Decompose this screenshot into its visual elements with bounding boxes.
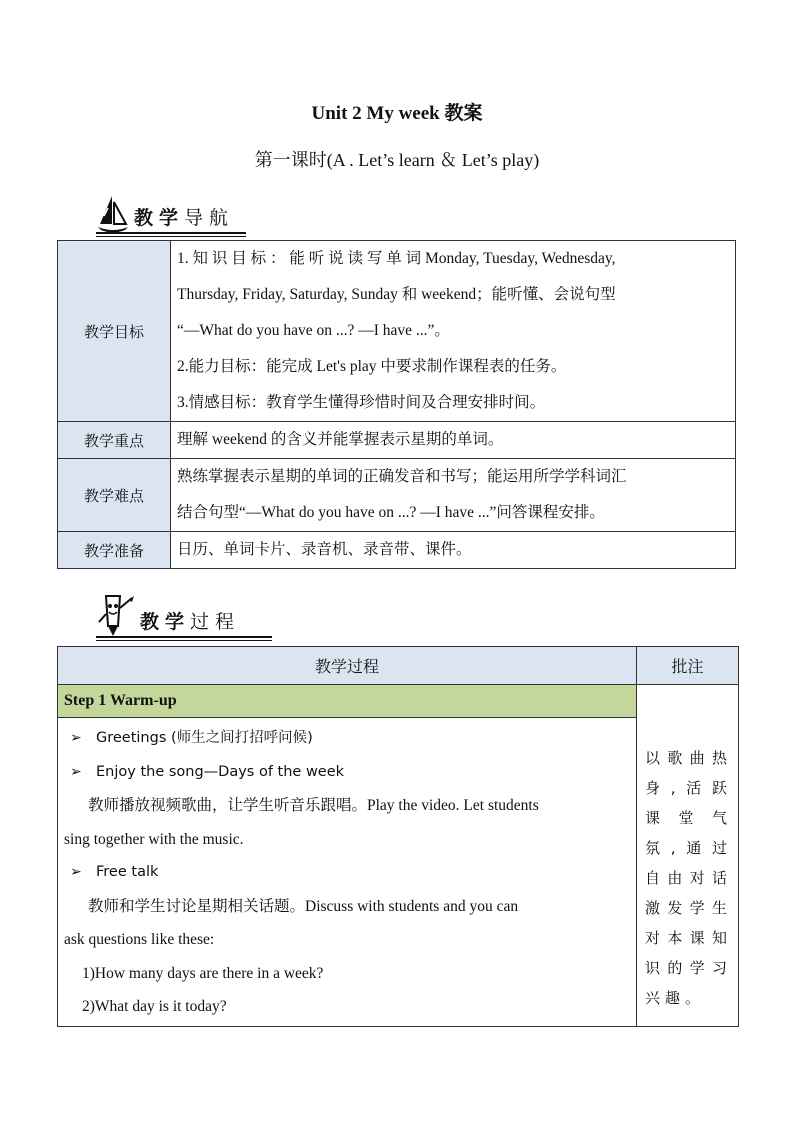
header-note: 批注 [637, 647, 739, 685]
arrow-bullet-icon: ➢ [70, 864, 82, 880]
step-body [58, 718, 637, 1027]
row-content [171, 532, 736, 569]
row-label: 教学目标 [58, 241, 171, 422]
content-line: 1. 知 识 目 标 ： 能 听 说 读 写 单 词 Monday, Tuesday, Wednesday, [177, 250, 616, 267]
row-label: 教学难点 [58, 459, 171, 532]
arrow-bullet-icon: ➢ [70, 730, 82, 746]
bullet-song: ➢ Enjoy the song—Days of the week [64, 756, 630, 790]
paragraph-line: 教师播放视频歌曲，让学生听音乐跟唱。Play the video. Let students [88, 797, 539, 814]
note-cell: 以歌曲热身,活跃课堂气氛,通过自由对话激发学生对本课知识的学习兴趣。 [637, 685, 739, 1027]
row-label: 教学准备 [58, 532, 171, 569]
section-label: 教学导航 [134, 207, 235, 229]
table-row [58, 241, 736, 422]
section-heading-process [96, 594, 272, 638]
table-row [58, 685, 739, 718]
bullet-greetings: ➢ Greetings (师生之间打招呼问候) [64, 722, 630, 756]
table-row [58, 422, 736, 459]
step-title: Step 1 Warm-up [58, 685, 637, 718]
table-row [58, 459, 736, 532]
paragraph-line: ask questions like these: [64, 931, 215, 948]
content-line: Thursday, Friday, Saturday, Sunday 和 weekend；能听懂、会说句型 [177, 286, 616, 303]
question-line: 2)What day is it today? [82, 998, 227, 1015]
lesson-goals-table [57, 240, 736, 569]
table-header-row [58, 647, 739, 685]
paragraph-line: sing together with the music. [64, 830, 244, 848]
content-line: “—What do you have on ...? —I have ...”。 [177, 322, 450, 339]
row-content [171, 241, 736, 422]
header-process: 教学过程 [58, 647, 637, 685]
paragraph-line: 教师和学生讨论星期相关话题。Discuss with students and you can [88, 897, 519, 915]
page-subtitle: 第一课时(A . Let’s learn ＆ Let’s play) [254, 150, 540, 170]
arrow-bullet-icon: ➢ [70, 763, 82, 780]
table-row [58, 532, 736, 569]
bullet-free-talk: ➢ Free talk [64, 856, 630, 890]
content-line: 3.情感目标：教育学生懂得珍惜时间及合理安排时间。 [177, 394, 546, 411]
content-line: 结合句型“—What do you have on ...? —I have ...”问答课程安排。 [177, 504, 605, 521]
pencil-mascot-icon [96, 592, 136, 638]
content-line: 2.能力目标：能完成 Let's play 中要求制作课程表的任务。 [177, 358, 567, 375]
content-line: 熟练掌握表示星期的单词的正确发音和书写；能运用所学学科词汇 [177, 468, 627, 485]
sailboat-icon [96, 194, 130, 234]
row-content [171, 459, 736, 532]
table-row [58, 718, 739, 1027]
question-line: 1)How many days are there in a week? [82, 964, 324, 982]
section-label: 教学过程 [140, 611, 241, 633]
section-heading-navigation [96, 190, 246, 234]
content-line: 日历、单词卡片、录音机、录音带、课件。 [177, 541, 472, 558]
row-content [171, 422, 736, 459]
teaching-process-table [57, 646, 739, 1027]
page-title: Unit 2 My week 教案 [311, 103, 483, 124]
content-line: 理解 weekend 的含义并能掌握表示星期的单词。 [177, 431, 504, 448]
row-label: 教学重点 [58, 422, 171, 459]
